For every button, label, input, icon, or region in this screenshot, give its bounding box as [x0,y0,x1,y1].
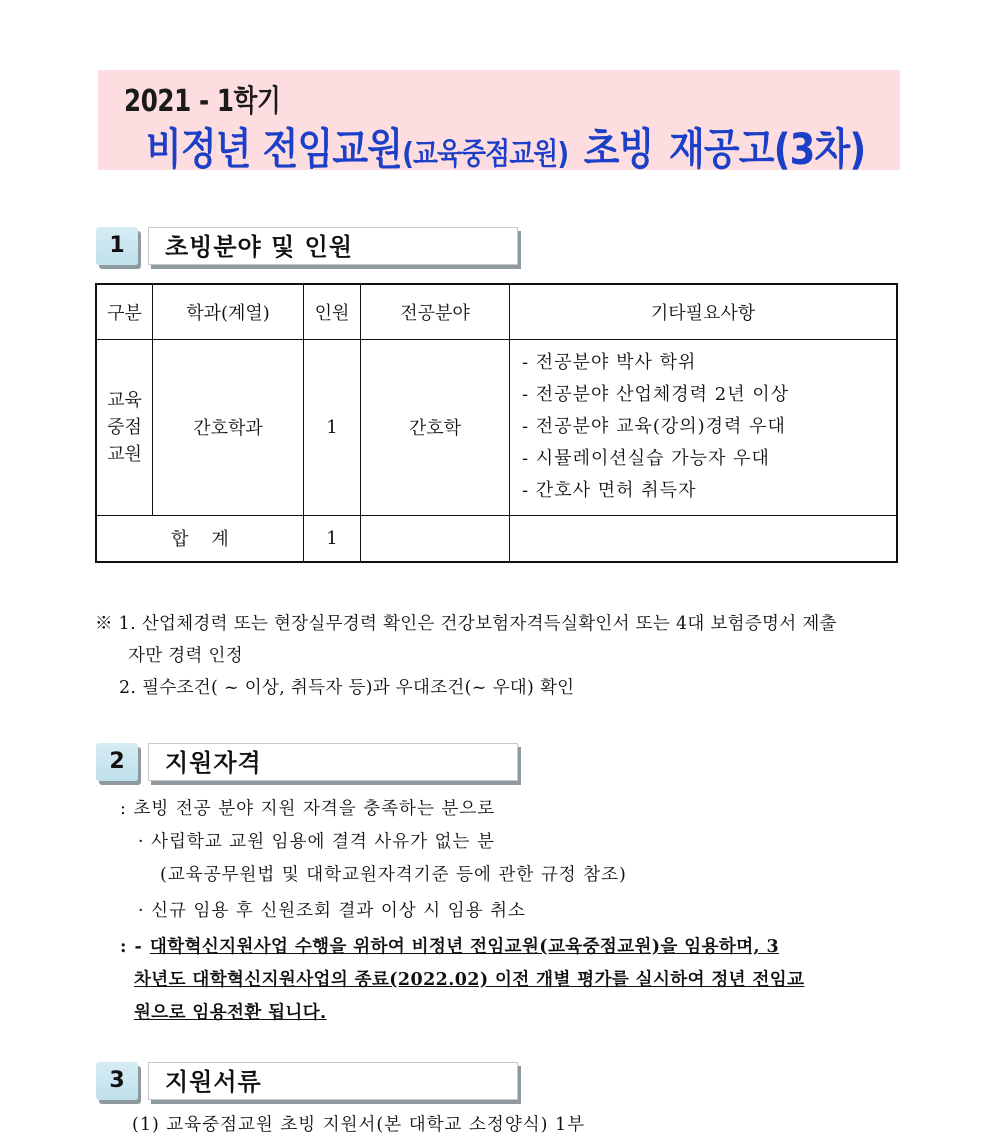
qual-bold-line [120,997,900,1030]
page-title [146,116,865,177]
qual-bold-line [120,964,900,997]
empty-cell [361,515,510,562]
bold-text: 원으로 임용전환 됩니다. [134,1003,327,1023]
requirement-item: - 간호사 면허 취득자 [522,480,697,501]
category-line: 중점 [107,416,142,438]
bold-text: 차년도 대학혁신지원사업의 종료(2022.02) 이전 개별 평가를 실시하여 정년 전임교 [134,970,805,990]
title-banner [98,70,900,175]
requirement-item: - 전공분야 산업체경력 2년 이상 [522,384,790,405]
qual-intro: : 초빙 전공 분야 지원 자격을 충족하는 분으로 [120,799,496,819]
header-cell: 인원 [304,284,361,339]
requirement-item: - 전공분야 교육(강의)경력 우대 [522,416,786,437]
category-cell [96,339,153,515]
requirements-cell [510,339,898,515]
dept-cell: 간호학과 [153,339,304,515]
requirement-item: - 전공분야 박사 학위 [522,352,697,373]
qualification-block [120,793,900,1030]
semester-label: 2021 - 1학기 [124,84,281,119]
note-line: 2. 필수조건( ~ 이상, 취득자 등)과 우대조건(~ 우대) 확인 [119,678,575,698]
section-number: 3 [96,1062,138,1100]
section-number: 2 [96,743,138,781]
qual-item: · 신규 임용 후 신원조회 결과 이상 시 임용 취소 [138,901,526,921]
bold-prefix: : - [120,937,150,957]
section-title: 지원서류 [148,1062,518,1100]
section-title: 초빙분야 및 인원 [148,227,518,265]
major-cell: 간호학 [361,339,510,515]
qual-item-sub: (교육공무원법 및 대학교원자격기준 등에 관한 규정 참조) [160,865,627,885]
header-cell: 기타필요사항 [510,284,898,339]
qual-bold-line [120,931,900,964]
total-count: 1 [304,515,361,562]
count-cell: 1 [304,339,361,515]
category-line: 교원 [107,443,142,465]
bold-text: 대학혁신지원사업 수행을 위하여 비정년 전임교원(교육중점교원)을 임용하며, 3 [149,937,780,957]
total-label: 합 계 [96,515,304,562]
notes-block [95,608,837,704]
header-cell: 전공분야 [361,284,510,339]
table-header-row [96,284,897,339]
note-line: 자만 경력 인정 [128,646,243,666]
table-total-row [96,515,897,562]
document-item: (1) 교육중점교원 초빙 지원서(본 대학교 소정양식) 1부 [132,1115,586,1135]
title-end-1: 초빙 [583,125,654,175]
table-row [96,339,897,515]
title-main: 비정년 전임교원 [146,125,403,175]
header-cell: 학과(계열) [153,284,304,339]
title-paren: (교육중점교원) [402,137,569,172]
requirement-item: - 시뮬레이션실습 가능자 우대 [522,448,770,469]
section-title: 지원자격 [148,743,518,781]
category-line: 교육 [107,389,142,411]
qual-item: · 사립학교 교원 임용에 결격 사유가 없는 분 [138,832,495,852]
section-number: 1 [96,227,138,265]
title-end-2: 재공고(3차) [669,125,866,175]
note-line: ※ 1. 산업체경력 또는 현장실무경력 확인은 건강보험자격득실확인서 또는 4대 보험증명서 제출 [95,614,837,634]
empty-cell [510,515,898,562]
header-cell: 구분 [96,284,153,339]
recruitment-table [95,283,898,563]
